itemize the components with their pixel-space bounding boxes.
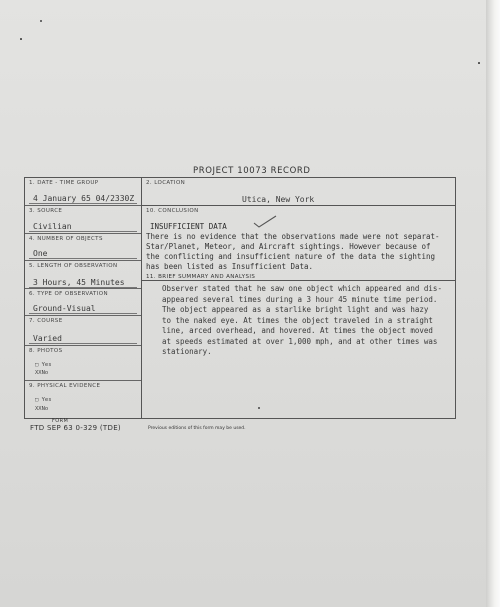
- dust-speck: [40, 20, 42, 22]
- summary-line: appeared several times during a 3 hour 45 minute time period.: [162, 294, 438, 304]
- conclusion-line: Star/Planet, Meteor, and Aircraft sightings. However because of: [146, 242, 431, 251]
- conclusion-heading: INSUFFICIENT DATA: [150, 222, 227, 231]
- objects-value: One: [33, 249, 48, 258]
- source-value: Civilian: [33, 222, 72, 231]
- record-form: [24, 177, 456, 419]
- summary-line: to the naked eye. At times the object traveled in a straight: [162, 315, 433, 325]
- course-cell: [25, 316, 141, 346]
- summary-line: stationary.: [162, 347, 212, 356]
- date-time-underline: [29, 203, 137, 204]
- photos-label: 8. PHOTOS: [29, 348, 63, 354]
- conclusion-line: There is no evidence that the observations made were not separat-: [146, 232, 440, 241]
- conclusion-line: has been listed as Insufficient Data.: [146, 262, 314, 271]
- source-label: 3. SOURCE: [29, 208, 63, 214]
- conclusion-text: [146, 232, 440, 272]
- summary-label: 11. BRIEF SUMMARY AND ANALYSIS: [146, 274, 256, 280]
- photos-yes: □ Yes: [35, 362, 52, 368]
- page-edge: [486, 0, 500, 607]
- conclusion-box: [142, 206, 455, 418]
- conclusion-label: 10. CONCLUSION: [146, 208, 199, 214]
- evidence-yes: □ Yes: [35, 397, 52, 403]
- photos-no: XXNo: [35, 370, 49, 376]
- length-value: 3 Hours, 45 Minutes: [33, 278, 125, 287]
- course-value: Varied: [33, 334, 62, 343]
- location-box: [142, 178, 455, 205]
- type-underline: [29, 313, 137, 314]
- objects-underline: [29, 258, 137, 259]
- objects-label: 4. NUMBER OF OBJECTS: [29, 236, 103, 242]
- objects-cell: [25, 234, 141, 261]
- source-underline: [29, 231, 137, 232]
- dust-speck: [20, 38, 22, 40]
- course-underline: [29, 343, 137, 344]
- type-label: 6. TYPE OF OBSERVATION: [29, 291, 108, 297]
- summary-line: at speeds estimated at over 1,000 mph, and at other times was: [162, 336, 438, 346]
- summary-line: line, arced overhead, and hovered. At times the object moved: [162, 326, 433, 335]
- record-title: PROJECT 10073 RECORD: [193, 166, 311, 176]
- length-cell: [25, 261, 141, 289]
- summary-line: Observer stated that he saw one object which appeared and dis-: [162, 284, 442, 293]
- type-value: Ground-Visual: [33, 304, 96, 313]
- summary-text: [162, 284, 442, 358]
- source-cell: [25, 206, 141, 234]
- date-time-label: 1. DATE - TIME GROUP: [29, 180, 99, 186]
- evidence-no: XXNo: [35, 406, 49, 412]
- form-id: FTD SEP 63 0-329 (TDE): [30, 424, 121, 432]
- location-label: 2. LOCATION: [146, 180, 186, 186]
- length-underline: [29, 287, 137, 288]
- form-word: FORM: [52, 418, 69, 424]
- dust-speck: [478, 62, 480, 64]
- summary-line: The object appeared as a starlike bright light and was hazy: [162, 305, 429, 314]
- evidence-label: 9. PHYSICAL EVIDENCE: [29, 383, 101, 389]
- course-label: 7. COURSE: [29, 318, 63, 324]
- photos-cell: [25, 346, 141, 381]
- location-value: Utica, New York: [242, 195, 315, 204]
- date-time-cell: [25, 178, 141, 206]
- type-cell: [25, 289, 141, 316]
- date-time-value: 4 January 65 04/2330Z: [33, 194, 135, 203]
- conclusion-line: the conflicting and insufficient nature of the data the sighting: [146, 252, 435, 261]
- conclusion-divider: [142, 280, 455, 281]
- length-label: 5. LENGTH OF OBSERVATION: [29, 263, 118, 269]
- evidence-cell: [25, 381, 141, 417]
- checkmark-icon: [252, 215, 278, 229]
- left-column: [25, 178, 142, 418]
- previous-editions-note: Previous editions of this form may be used.: [148, 426, 246, 431]
